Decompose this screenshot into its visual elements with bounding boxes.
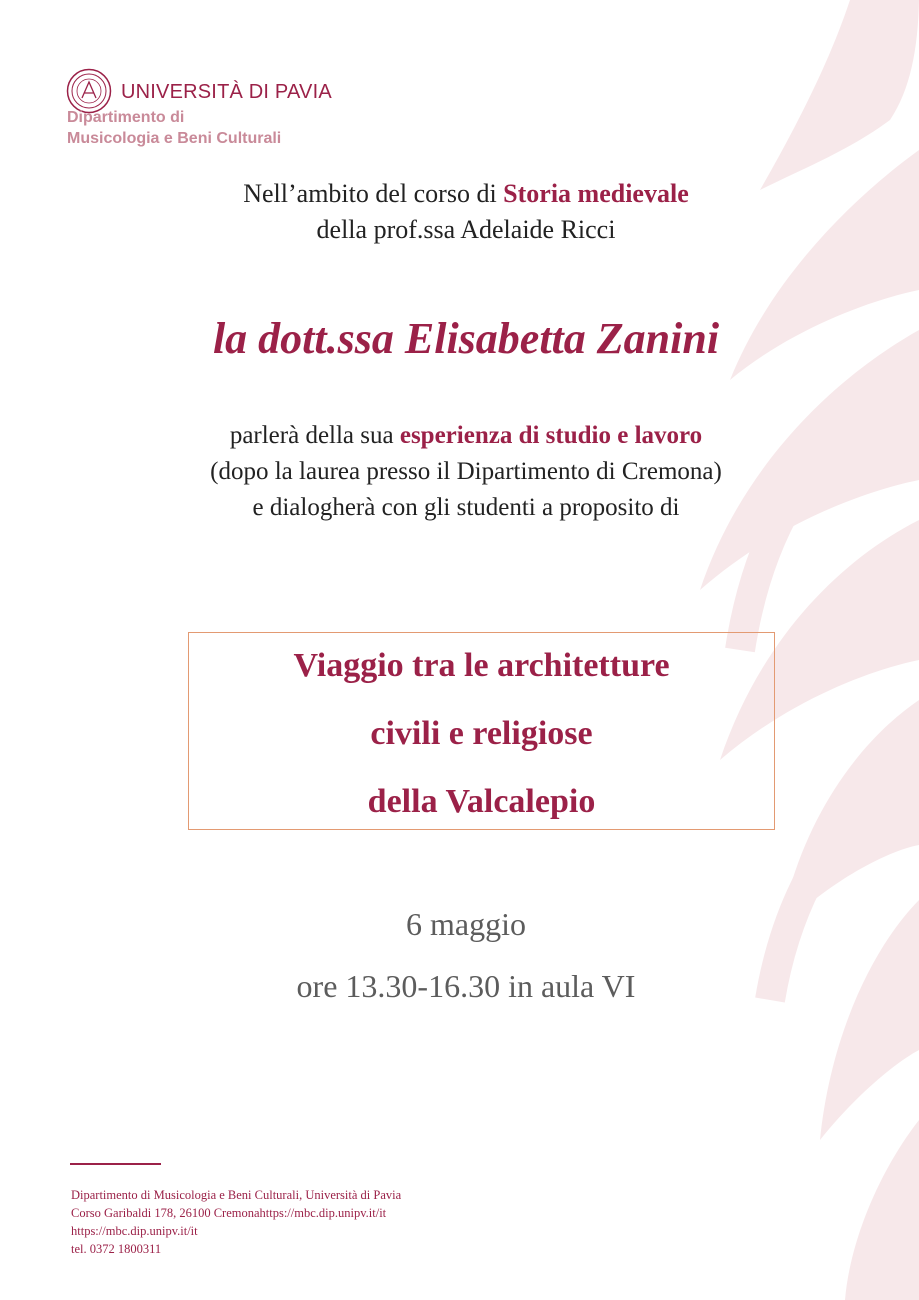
footer-website: https://mbc.dip.unipv.it/it xyxy=(71,1224,198,1238)
footer-phone: tel. 0372 1800311 xyxy=(71,1242,162,1256)
footer-line-2: Corso Garibaldi 178, 26100 Cremonahttps://mbc.dip.unipv.it/it xyxy=(71,1206,387,1220)
intro-line-2: della prof.ssa Adelaide Ricci xyxy=(316,215,616,244)
description-prefix: parlerà della sua xyxy=(229,422,400,449)
description-line-2: (dopo la laurea presso il Dipartimento di Cremona) xyxy=(210,458,722,485)
footer-line-1: Dipartimento di Musicologia e Beni Culturali, Università di Pavia xyxy=(71,1188,402,1202)
intro-text xyxy=(0,176,919,248)
department-name-line-2: Musicologia e Beni Culturali xyxy=(67,130,282,147)
talk-title-line-1: Viaggio tra le architetture xyxy=(293,647,670,684)
talk-title-line-2: civili e religiose xyxy=(370,715,593,752)
talk-title-box xyxy=(188,632,775,830)
intro-line-1 xyxy=(0,176,919,212)
course-name: Storia medievale xyxy=(503,179,689,208)
description-text xyxy=(0,418,919,526)
university-name: UNIVERSITÀ DI PAVIA xyxy=(121,81,332,103)
department-name xyxy=(67,107,332,149)
description-line-3: e dialogherà con gli studenti a proposito di xyxy=(252,494,680,521)
description-highlight: esperienza di studio e lavoro xyxy=(399,422,703,449)
department-name-line-1: Dipartimento di xyxy=(67,109,185,126)
talk-title-line-3: della Valcalepio xyxy=(367,783,596,820)
event-time: ore 13.30-16.30 in aula VI xyxy=(296,968,636,1004)
description-line-1 xyxy=(0,418,919,454)
footer-contact xyxy=(71,1186,401,1258)
intro-prefix: Nell’ambito del corso di xyxy=(243,179,504,208)
event-date: 6 maggio xyxy=(406,906,526,942)
university-logo xyxy=(66,68,332,149)
speaker-name: la dott.ssa Elisabetta Zanini xyxy=(212,314,720,363)
footer-divider xyxy=(70,1163,161,1165)
